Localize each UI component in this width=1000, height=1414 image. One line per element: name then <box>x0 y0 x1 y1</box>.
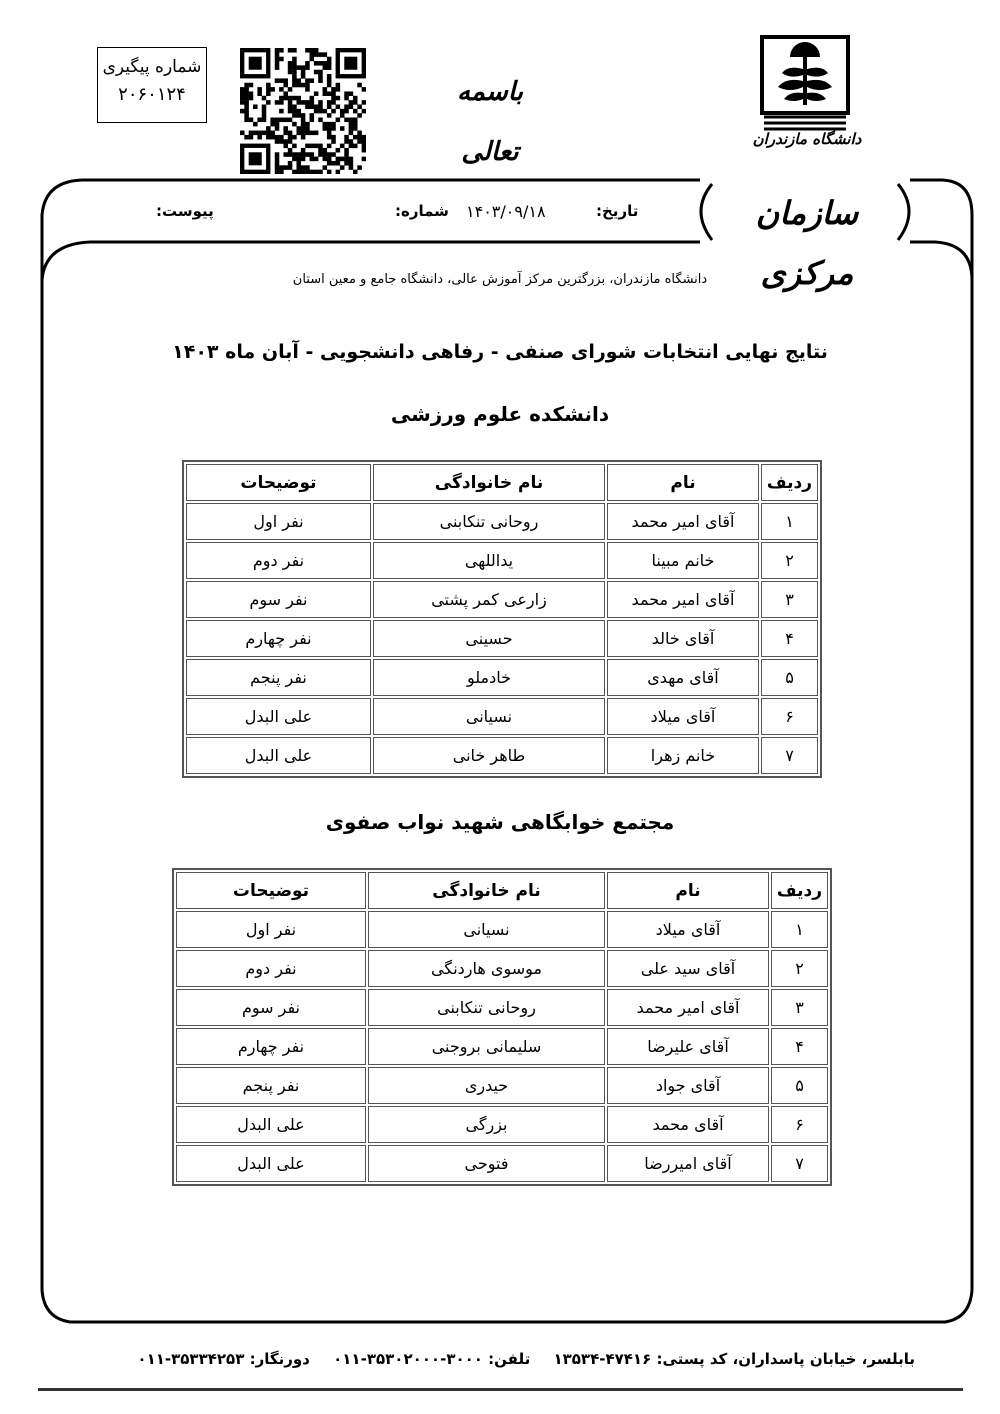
column-header-notes: توضیحات <box>176 872 366 909</box>
table-row <box>186 503 818 540</box>
notes-cell: علی البدل <box>176 1145 366 1182</box>
row-number-cell: ۲ <box>771 950 828 987</box>
first-name-cell: آقای امیررضا <box>607 1145 769 1182</box>
notes-cell: نفر چهارم <box>186 620 371 657</box>
table-row <box>186 659 818 696</box>
last-name-cell: نسیانی <box>373 698 605 735</box>
last-name-cell: سلیمانی بروجنی <box>368 1028 605 1065</box>
row-number-cell: ۳ <box>761 581 818 618</box>
row-number-cell: ۶ <box>761 698 818 735</box>
university-logo-icon <box>760 35 850 135</box>
notes-cell: نفر اول <box>186 503 371 540</box>
notes-cell: نفر دوم <box>176 950 366 987</box>
last-name-cell: روحانی تنکابنی <box>373 503 605 540</box>
table-row <box>176 1067 828 1104</box>
notes-cell: نفر اول <box>176 911 366 948</box>
footer-contact <box>40 1350 915 1368</box>
notes-cell: نفر سوم <box>186 581 371 618</box>
first-name-cell: آقای جواد <box>607 1067 769 1104</box>
footer-divider <box>38 1388 963 1391</box>
notes-cell: نفر پنجم <box>176 1067 366 1104</box>
notes-cell: نفر پنجم <box>186 659 371 696</box>
date-value: ۱۴۰۳/۰۹/۱۸ <box>466 202 546 221</box>
tracking-box <box>97 47 207 123</box>
last-name-cell: روحانی تنکابنی <box>368 989 605 1026</box>
table-row <box>186 620 818 657</box>
row-number-cell: ۵ <box>771 1067 828 1104</box>
notes-cell: علی البدل <box>176 1106 366 1143</box>
last-name-cell: یداللهی <box>373 542 605 579</box>
document-title: نتایج نهایی انتخابات شورای صنفی - رفاهی دانشجویی - آبان ماه ۱۴۰۳ <box>172 341 828 363</box>
last-name-cell: حیدری <box>368 1067 605 1104</box>
column-header-first-name: نام <box>607 872 769 909</box>
attachment-label: پیوست: <box>156 202 214 220</box>
first-name-cell: خانم مبینا <box>607 542 759 579</box>
last-name-cell: فتوحی <box>368 1145 605 1182</box>
column-header-notes: توضیحات <box>186 464 371 501</box>
number-label: شماره: <box>395 202 449 220</box>
table-row <box>176 911 828 948</box>
first-name-cell: آقای امیر محمد <box>607 581 759 618</box>
row-number-cell: ۱ <box>761 503 818 540</box>
column-header-row-number: ردیف <box>771 872 828 909</box>
table-row <box>176 1106 828 1143</box>
column-header-last-name: نام خانوادگی <box>373 464 605 501</box>
notes-cell: نفر دوم <box>186 542 371 579</box>
first-name-cell: آقای امیر محمد <box>607 989 769 1026</box>
row-number-cell: ۵ <box>761 659 818 696</box>
tracking-number: ۲۰۶۰۱۲۴ <box>118 84 186 105</box>
table-row <box>186 737 818 774</box>
row-number-cell: ۷ <box>761 737 818 774</box>
first-name-cell: خانم زهرا <box>607 737 759 774</box>
first-name-cell: آقای خالد <box>607 620 759 657</box>
results-table <box>182 460 822 778</box>
row-number-cell: ۱ <box>771 911 828 948</box>
row-number-cell: ۴ <box>771 1028 828 1065</box>
table-header-row <box>186 464 818 501</box>
notes-cell: علی البدل <box>186 698 371 735</box>
university-name: دانشگاه مازندران <box>752 130 862 148</box>
table-row <box>186 542 818 579</box>
bismillah-heading: باسمه تعالی <box>457 77 523 167</box>
first-name-cell: آقای مهدی <box>607 659 759 696</box>
footer-fax: دورنگار: ۳۵۳۳۴۲۵۳-۰۱۱ <box>137 1350 310 1368</box>
results-table <box>172 868 832 1186</box>
table-row <box>186 581 818 618</box>
notes-cell: علی البدل <box>186 737 371 774</box>
qr-code-icon <box>240 48 366 174</box>
last-name-cell: خادملو <box>373 659 605 696</box>
first-name-cell: آقای میلاد <box>607 698 759 735</box>
first-name-cell: آقای سید علی <box>607 950 769 987</box>
column-header-last-name: نام خانوادگی <box>368 872 605 909</box>
last-name-cell: نسیانی <box>368 911 605 948</box>
first-name-cell: آقای امیر محمد <box>607 503 759 540</box>
table-row <box>186 698 818 735</box>
last-name-cell: حسینی <box>373 620 605 657</box>
first-name-cell: آقای محمد <box>607 1106 769 1143</box>
date-label: تاریخ: <box>596 202 639 220</box>
table-row <box>176 1028 828 1065</box>
last-name-cell: بزرگی <box>368 1106 605 1143</box>
column-header-first-name: نام <box>607 464 759 501</box>
section-title: مجتمع خوابگاهی شهید نواب صفوی <box>325 810 675 834</box>
section-title: دانشکده علوم ورزشی <box>390 402 610 426</box>
row-number-cell: ۴ <box>761 620 818 657</box>
organization-title: سازمان مرکزی <box>755 194 859 292</box>
table-row <box>176 1145 828 1182</box>
row-number-cell: ۷ <box>771 1145 828 1182</box>
footer-phone: تلفن: ۳۰۰۰-۳۵۳۰۲۰۰۰-۰۱۱ <box>333 1350 531 1368</box>
footer-address: بابلسر، خیابان پاسداران، کد پستی: ۴۷۴۱۶-۱۳۵۳۴ <box>553 1350 915 1368</box>
row-number-cell: ۲ <box>761 542 818 579</box>
notes-cell: نفر سوم <box>176 989 366 1026</box>
first-name-cell: آقای میلاد <box>607 911 769 948</box>
table-header-row <box>176 872 828 909</box>
tracking-label: شماره پیگیری <box>102 57 202 77</box>
row-number-cell: ۳ <box>771 989 828 1026</box>
table-row <box>176 950 828 987</box>
last-name-cell: زارعی کمر پشتی <box>373 581 605 618</box>
last-name-cell: طاهر خانی <box>373 737 605 774</box>
last-name-cell: موسوی هاردنگی <box>368 950 605 987</box>
column-header-row-number: ردیف <box>761 464 818 501</box>
row-number-cell: ۶ <box>771 1106 828 1143</box>
first-name-cell: آقای علیرضا <box>607 1028 769 1065</box>
table-row <box>176 989 828 1026</box>
notes-cell: نفر چهارم <box>176 1028 366 1065</box>
university-tagline: دانشگاه مازندران، بزرگترین مرکز آموزش عالی، دانشگاه جامع و معین استان <box>292 272 708 287</box>
